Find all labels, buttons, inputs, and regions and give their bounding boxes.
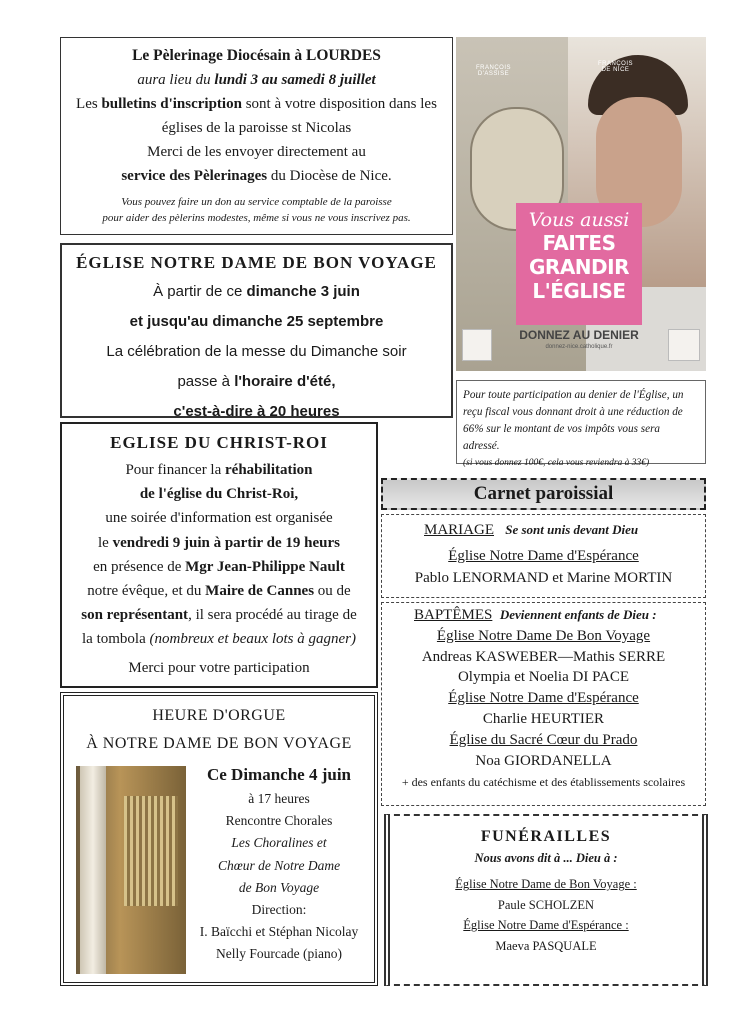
summer-line3: La célébration de la messe du Dimanche soir: [106, 343, 407, 360]
christroi-line6: notre évêque, et du Maire de Cannes ou de: [87, 583, 351, 600]
poster-pink-panel: [516, 203, 642, 325]
poster-label-right: FRANÇOIS DE NICE: [598, 61, 634, 73]
denier-tax-note: [456, 380, 706, 468]
christroi-line9: Merci pour votre participation: [128, 659, 310, 676]
orgue-choir2: Chœur de Notre Dame: [217, 857, 341, 873]
poster-vous-aussi: Vous aussi: [528, 209, 630, 231]
carnet-header: [381, 478, 706, 510]
denier-text: Pour toute participation au denier de l'Église, un reçu fiscal vous donnant droit à une réduction de 66% sur le montant de vos impôts vous sera adressé.: [463, 389, 684, 452]
orgue-dir2: Nelly Fourcade (piano): [216, 946, 342, 962]
lourdes-title: Le Pèlerinage Diocésain à LOURDES: [132, 47, 381, 64]
orgue-time: à 17 heures: [248, 791, 310, 806]
carnet-title: Carnet paroissial: [473, 483, 614, 504]
baptemes-church2: Église Notre Dame d'Espérance: [448, 690, 639, 707]
poster-line1: FAITES: [542, 231, 616, 255]
lourdes-pilgrimage-notice: [60, 37, 453, 235]
funerailles-section: [384, 814, 708, 986]
organ-pipes: [124, 796, 178, 906]
christroi-line7: son représentant, il sera procédé au tirage de: [81, 607, 357, 624]
denier-logo-icon: [668, 329, 700, 361]
mariage-section: [381, 514, 706, 598]
organ-column: [80, 766, 106, 974]
diocese-logo-icon: [462, 329, 492, 361]
lourdes-donation-note-1: Vous pouvez faire un don au service comptable de la paroisse: [121, 196, 392, 208]
summer-line4: passe à l'horaire d'été,: [177, 373, 336, 390]
orgue-choir1: Les Choralines et: [231, 835, 327, 851]
baptemes-note: + des enfants du catéchisme et des établissements scolaires: [401, 775, 686, 790]
lourdes-dates: aura lieu du lundi 3 au samedi 8 juillet: [137, 72, 376, 88]
christroi-line2: de l'église du Christ-Roi,: [139, 486, 299, 503]
orgue-date: Ce Dimanche 4 juin: [206, 765, 352, 784]
lourdes-line3: Merci de les envoyer directement au: [147, 144, 366, 160]
denier-poster: [456, 37, 706, 371]
lourdes-line4: service des Pèlerinages du Diocèse de Nice.: [121, 168, 392, 184]
funerailles-name2: Maeva PASQUALE: [495, 938, 597, 953]
orgue-title1: HEURE D'ORGUE: [152, 707, 286, 724]
organ-hour-notice: [60, 692, 378, 986]
christroi-title: EGLISE DU CHRIST-ROI: [110, 433, 328, 452]
poster-donnez: DONNEZ AU DENIER: [519, 328, 639, 342]
baptemes-names1a: Andreas KASWEBER—Mathis SERRE: [421, 648, 666, 665]
baptemes-header: BAPTÊMES Deviennent enfants de Dieu :: [414, 607, 657, 623]
lourdes-donation-note-2: pour aider des pèlerins modestes, même si vous ne vous inscrivez pas.: [102, 212, 411, 224]
baptemes-church3: Église du Sacré Cœur du Prado: [449, 731, 638, 748]
orgue-choir3: de Bon Voyage: [238, 879, 320, 895]
orgue-details: [186, 762, 372, 966]
orgue-event: Rencontre Chorales: [225, 813, 333, 829]
baptemes-section: [381, 602, 706, 806]
lourdes-line2: églises de la paroisse st Nicolas: [161, 120, 352, 136]
funerailles-church2: Église Notre Dame d'Espérance :: [463, 918, 629, 933]
orgue-dir1: I. Baïcchi et Stéphan Nicolay: [199, 924, 359, 940]
mariage-names: Pablo LENORMAND et Marine MORTIN: [414, 570, 673, 586]
summer-line5: c'est-à-dire à 20 heures: [173, 403, 340, 420]
summer-line2: et jusqu'au dimanche 25 septembre: [129, 313, 384, 330]
christroi-line5: en présence de Mgr Jean-Philippe Nault: [93, 558, 345, 575]
mariage-header: MARIAGE Se sont unis devant Dieu: [424, 522, 639, 538]
orgue-title2: À NOTRE DAME DE BON VOYAGE: [86, 735, 352, 752]
baptemes-names3: Noa GIORDANELLA: [475, 752, 612, 769]
christroi-line4: le vendredi 9 juin à partir de 19 heurs: [98, 534, 340, 551]
poster-line2: GRANDIR: [529, 255, 629, 279]
funerailles-title: FUNÉRAILLES: [480, 828, 612, 845]
baptemes-names1b: Olympia et Noelia DI PACE: [457, 669, 630, 686]
poster-url: donnez-nice.catholique.fr: [545, 344, 613, 350]
funerailles-sub: Nous avons dit à ... Dieu à :: [474, 851, 618, 865]
orgue-direction: Direction:: [251, 902, 307, 918]
poster-label-left: FRANÇOIS D'ASSISE: [476, 65, 512, 77]
lourdes-line1: Les bulletins d'inscription sont à votre disposition dans les: [76, 96, 437, 112]
summer-title: ÉGLISE NOTRE DAME DE BON VOYAGE: [76, 253, 437, 272]
bon-voyage-summer-schedule: [60, 243, 453, 418]
funerailles-church1: Église Notre Dame de Bon Voyage :: [455, 877, 637, 892]
christ-roi-notice: [60, 422, 378, 688]
summer-line1: À partir de ce dimanche 3 juin: [153, 283, 360, 300]
christroi-line3: une soirée d'information est organisée: [105, 510, 333, 527]
mariage-church: Église Notre Dame d'Espérance: [448, 548, 639, 564]
baptemes-names2: Charlie HEURTIER: [482, 710, 605, 727]
denier-small: (si vous donnez 100€, cela vous reviendra à 33€): [463, 458, 650, 468]
christroi-line1: Pour financer la réhabilitation: [125, 462, 313, 478]
christroi-line8: la tombola (nombreux et beaux lots à gagner): [82, 631, 356, 648]
organ-photo: [76, 766, 186, 974]
baptemes-church1: Église Notre Dame De Bon Voyage: [436, 627, 651, 644]
funerailles-name1: Paule SCHOLZEN: [497, 897, 595, 912]
poster-line3: L'ÉGLISE: [532, 279, 626, 303]
